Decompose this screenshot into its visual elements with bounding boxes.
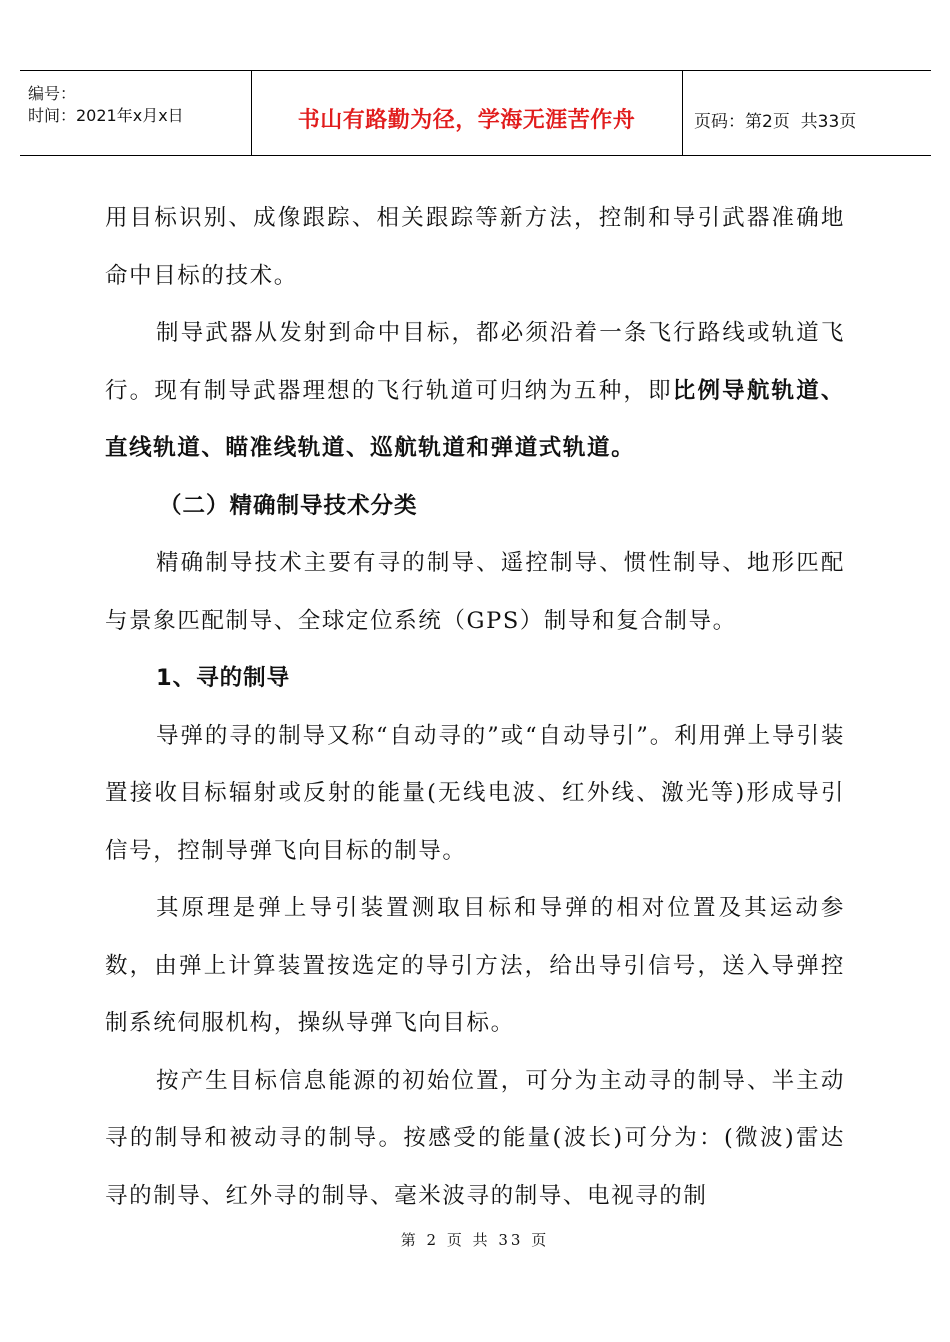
header-motto: 书山有路勤为径，学海无涯苦作舟 (297, 108, 636, 133)
page-header (20, 70, 931, 156)
paragraph: 其原理是弹上导引装置测取目标和导弹的相对位置及其运动参数，由弹上计算装置按选定的导引方法，给出导引信号，送入导弹控制系统伺服机构，操纵导弹飞向目标。 (105, 895, 845, 1036)
paragraph-bold-text: 比例导航轨道、直线轨道、瞄准线轨道、巡航轨道和弹道式轨道。 (105, 377, 845, 461)
section-heading: （二）精确制导技术分类 (159, 492, 418, 519)
header-divider (682, 71, 683, 155)
paragraph: 精确制导技术主要有寻的制导、遥控制导、惯性制导、地形匹配与景象匹配制导、全球定位系统（GPS）制导和复合制导。 (105, 550, 845, 634)
serial-label: 编号： (28, 84, 77, 103)
paragraph (105, 305, 845, 478)
document-body (105, 190, 845, 1225)
paragraph-text: 制导武器从发射到命中目标，都必须沿着一条飞行路线或轨道飞行。现有制导武器理想的飞行轨道可归纳为五种，即 (105, 320, 845, 404)
paragraph: 按产生目标信息能源的初始位置，可分为主动寻的制导、半主动寻的制导和被动寻的制导。按感受的能量(波长)可分为：(微波)雷达寻的制导、红外寻的制导、毫米波寻的制导、电视寻的制 (105, 1067, 845, 1209)
page-footer: 第 2 页 共 33 页 (400, 1231, 550, 1249)
time-label: 时间：2021年x月x日 (28, 106, 184, 125)
paragraph: 用目标识别、成像跟踪、相关跟踪等新方法，控制和导引武器准确地命中目标的技术。 (105, 205, 845, 289)
paragraph: 导弹的寻的制导又称“自动寻的”或“自动导引”。利用弹上导引装置接收目标辐射或反射的能量(无线电波、红外线、激光等)形成导引信号，控制导弹飞向目标的制导。 (105, 722, 845, 864)
header-meta (28, 83, 184, 127)
header-page-code: 页码：第2页 共33页 (694, 112, 857, 132)
subsection-heading: 1、寻的制导 (156, 665, 291, 691)
